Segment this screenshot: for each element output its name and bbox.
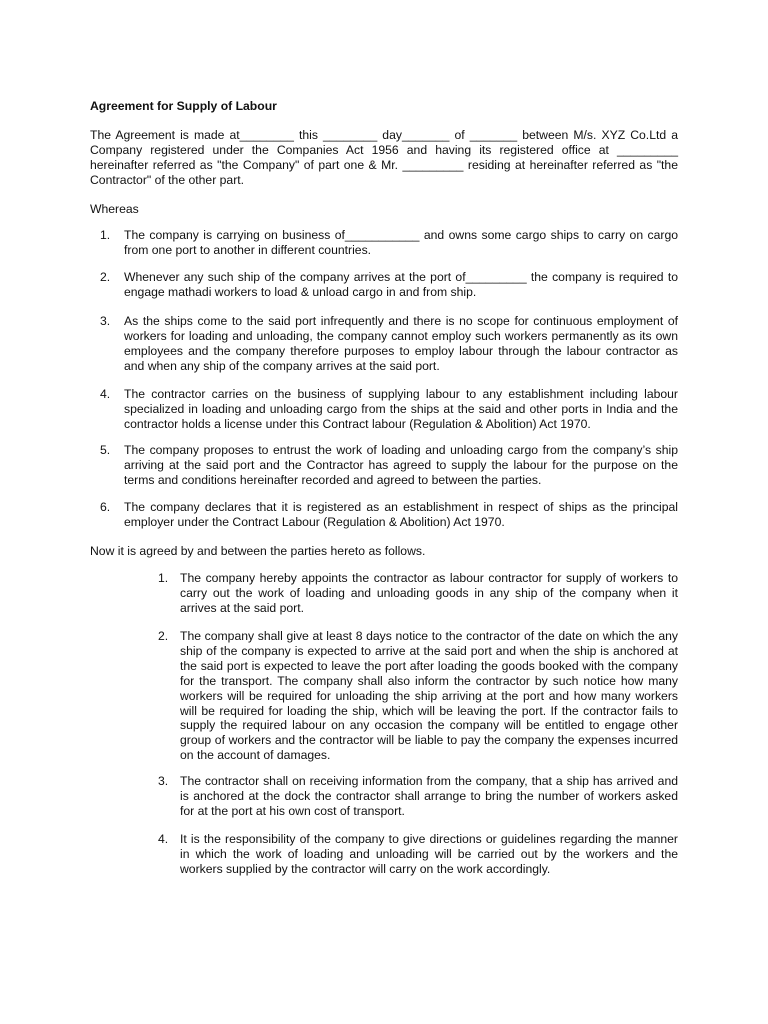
item-number: 5.: [100, 443, 111, 457]
clause-text: The company shall give at least 8 days notice to the contractor of the date on which the any ship of the company is expected to arrive at the said port and when the ship is anchored at the said port is expected to leave the port after loading the goods booked with the company for the transport. The company shall also inform the contractor by such notice how many workers will be required for unloading the ship arriving at the port and how many workers will be required for loading the ship, which will be leaving the port. If the contractor fails to supply the required labour on any occasion the company will be entitled to engage other group of workers and the contractor will be liable to pay the company the expenses incurred on the account of damages.: [180, 629, 678, 763]
item-number: 3.: [100, 314, 111, 328]
intro-paragraph: The Agreement is made at________ this ________ day_______ of _______ between M/s. XYZ Co.Ltd a Company registered under the Companies Act 1956 and having its registered office at _________ hereinafter referred as "the Company" of part one & Mr. _________ residing at hereinafter referred as "the Contractor" of the other part.: [90, 128, 678, 187]
item-text: The company is carrying on business of___________ and owns some cargo ships to carry on cargo from one port to another in different countries.: [124, 228, 678, 257]
item-number: 2.: [100, 270, 111, 284]
item-text: The company declares that it is registered as an establishment in respect of ships as the principal employer under the Contract Labour (Regulation & Abolition) Act 1970.: [124, 500, 678, 529]
item-text: As the ships come to the said port infrequently and there is no scope for continuous employment of workers for loading and unloading, the company cannot employ such workers permanently as its own employees and the company therefore purposes to employ labour through the labour contractor as and when any ship of the company arrives at the said port.: [124, 314, 678, 373]
clause-text: It is the responsibility of the company to give directions or guidelines regarding the manner in which the work of loading and unloading will be carried out by the workers and the workers supplied by the contractor will carry on the work accordingly.: [180, 832, 678, 876]
clause-number: 3.: [158, 774, 169, 788]
whereas-heading: Whereas: [90, 202, 139, 216]
item-text: The company proposes to entrust the work of loading and unloading cargo from the company’s ship arriving at the said port and the Contractor has agreed to supply the labour for the purpose on the terms and conditions hereinafter recorded and agreed to between the parties.: [124, 443, 678, 487]
clause-number: 2.: [158, 629, 169, 643]
clause-text: The company hereby appoints the contractor as labour contractor for supply of workers to carry out the work of loading and unloading goods in any ship of the company when it arrives at the said port.: [180, 571, 678, 615]
item-number: 1.: [100, 228, 111, 242]
clause-number: 1.: [158, 571, 169, 585]
document-title: Agreement for Supply of Labour: [90, 99, 277, 113]
item-text: The contractor carries on the business of supplying labour to any establishment including labour specialized in loading and unloading cargo from the ships at the said and other ports in India and the contractor holds a license under this Contract labour (Regulation & Abolition) Act 1970.: [124, 387, 678, 431]
item-number: 6.: [100, 500, 111, 514]
item-number: 4.: [100, 387, 111, 401]
agreement-heading: Now it is agreed by and between the parties hereto as follows.: [90, 544, 426, 558]
item-text: Whenever any such ship of the company arrives at the port of_________ the company is required to engage mathadi workers to load & unload cargo in and from ship.: [124, 270, 678, 299]
clause-text: The contractor shall on receiving information from the company, that a ship has arrived and is anchored at the dock the contractor shall arrange to bring the number of workers asked for at the port at his own cost of transport.: [180, 774, 678, 818]
clause-number: 4.: [158, 832, 169, 846]
